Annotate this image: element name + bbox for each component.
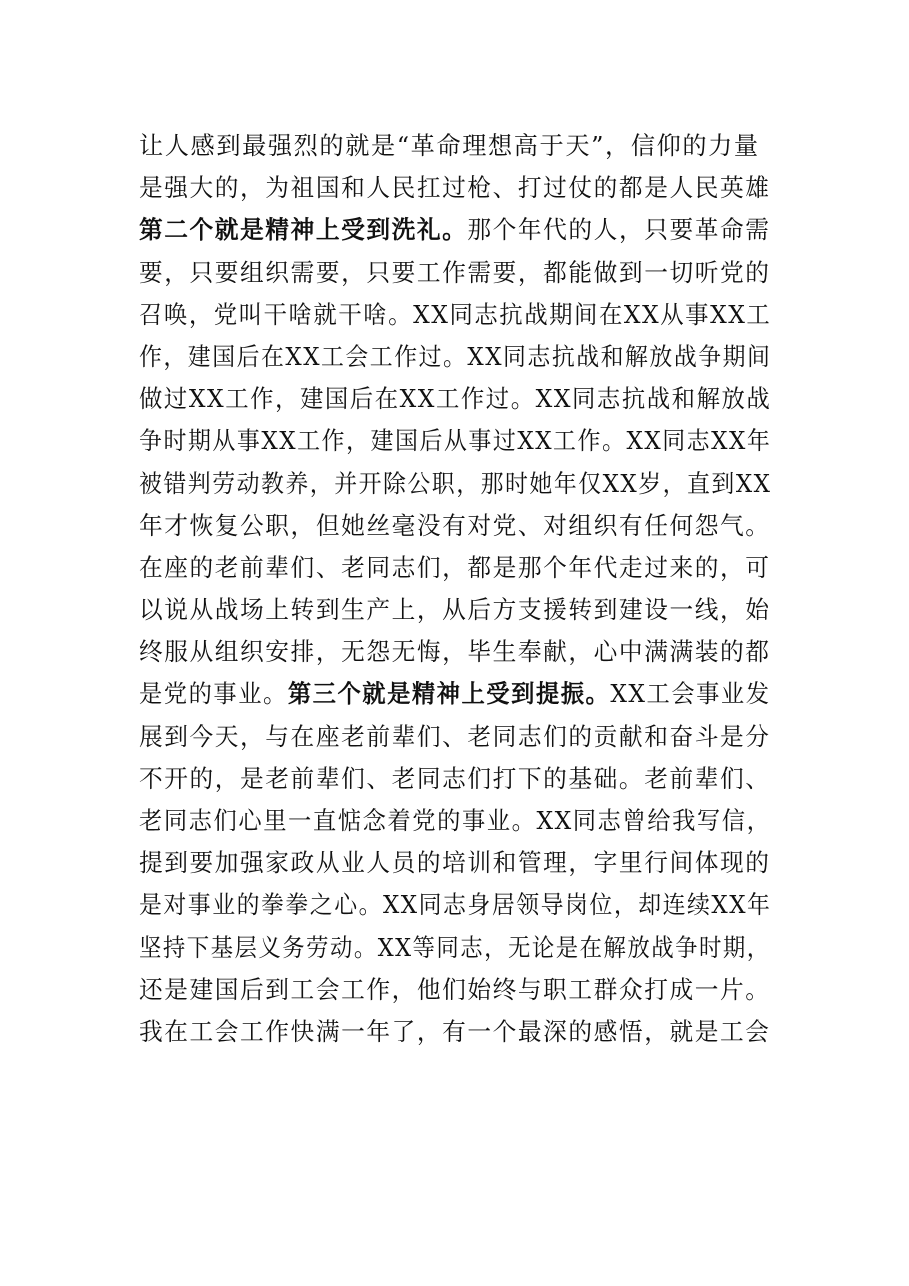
text-line [139,336,772,378]
text-segment: 要，只要组织需要，只要工作需要，都能做到一切听党的 [139,257,771,287]
bold-heading-phrase: 第二个就是精神上受到洗礼。 [139,215,468,245]
text-line [139,673,771,715]
text-segment: 坚持下基层义务劳动。XX等同志，无论是在解放战争时期， [139,932,771,962]
text-segment: XX工会事业发 [610,679,771,709]
text-segment: 不开的，是老前辈们、老同志们打下的基础。老前辈们、 [139,763,771,793]
text-segment: 是党的事业。 [139,679,288,709]
text-segment: 做过XX工作，建国后在XX工作过。XX同志抗战和解放战 [139,384,772,414]
text-line [139,209,771,251]
text-line [139,969,771,1011]
text-segment: 年才恢复公职，但她丝毫没有对党、对组织有任何怨气。 [139,510,771,540]
bold-heading-phrase: 第三个就是精神上受到提振。 [287,679,611,709]
text-segment: 让人感到最强烈的就是“革命理想高于天”，信仰的力量 [139,131,760,160]
text-line [139,842,771,884]
text-line [139,167,771,209]
text-line [139,716,771,758]
text-line [139,505,771,547]
text-line [139,631,771,673]
text-line [139,927,771,969]
text-segment: 展到今天，与在座老前辈们、老同志们的贡献和奋斗是分 [139,721,771,751]
text-segment: 那个年代的人，只要革命需 [467,215,771,245]
text-line [139,463,772,505]
text-segment: 在座的老前辈们、老同志们，都是那个年代走过来的，可 [139,552,771,582]
text-segment: 提到要加强家政从业人员的培训和管理，字里行间体现的 [139,848,771,878]
text-line [139,1011,771,1053]
text-segment: 被错判劳动教养，并开除公职，那时她年仅XX岁，直到XX [139,468,772,498]
text-segment: 召唤，党叫干啥就干啥。XX同志抗战期间在XX从事XX工 [139,299,772,329]
text-segment: 终服从组织安排，无怨无悔，毕生奉献，心中满满装的都 [139,637,771,667]
text-line [139,125,771,167]
text-line [139,378,772,420]
text-segment: 以说从战场上转到生产上，从后方支援转到建设一线，始 [139,595,771,625]
text-segment: 还是建国后到工会工作，他们始终与职工群众打成一片。 [139,974,771,1004]
text-line [139,547,771,589]
text-line [139,884,772,926]
text-segment: 作，建国后在XX工会工作过。XX同志抗战和解放战争期间 [139,341,772,371]
text-segment: 我在工会工作快满一年了，有一个最深的感悟，就是工会 [139,1016,771,1046]
text-segment: 老同志们心里一直惦念着党的事业。XX同志曾给我写信， [139,806,772,835]
text-line [139,758,771,800]
text-line [139,252,771,294]
text-segment: 争时期从事XX工作，建国后从事过XX工作。XX同志XX年 [139,426,772,456]
text-line [139,589,771,631]
text-segment: 是强大的，为祖国和人民扛过枪、打过仗的都是人民英雄 [139,173,771,203]
text-line [139,294,772,336]
text-line [139,800,772,842]
text-segment: 是对事业的拳拳之心。XX同志身居领导岗位，却连续XX年 [139,890,772,920]
body-text [139,125,779,1053]
text-line [139,420,772,462]
